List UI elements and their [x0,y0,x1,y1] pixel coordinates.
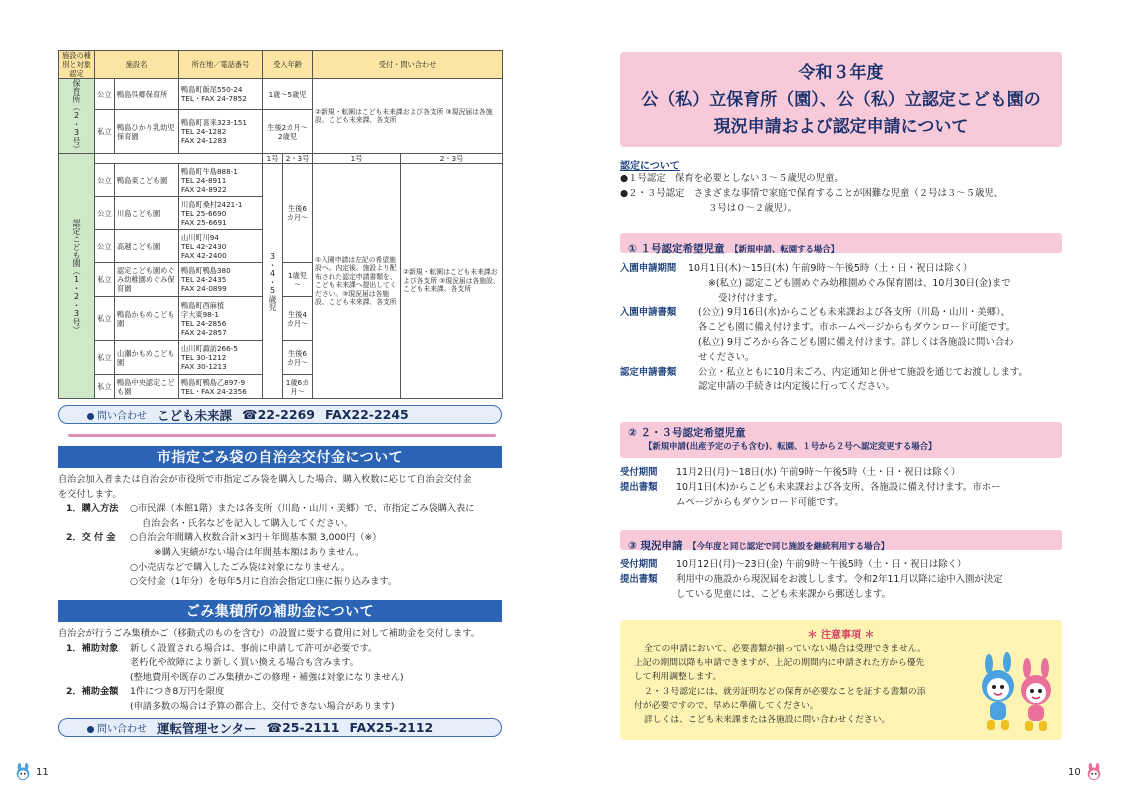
facility-age: 生後2カ月～2歳児 [263,110,313,154]
th-type: 施設の種別と対象認定 [59,51,95,79]
row-type: 私立 [95,297,115,341]
banner-gomibukuro: 市指定ごみ袋の自治会交付金について [58,446,502,468]
contact-dept: こども未来課 [157,407,233,423]
contact-dept: 運転管理センター [157,720,257,736]
contact-label: 問い合わせ [97,724,147,735]
age-23go: 生後4カ月～ [283,297,313,341]
row-type: 公立 [95,164,115,197]
facility-name: 鴨島中央認定こども園 [115,375,179,399]
caution-box [620,620,1062,740]
row-type: 公立 [95,230,115,263]
facility-address: 鴨島町飯尾550-24 TEL・FAX 24-7852 [179,79,263,110]
row-type: 私立 [95,341,115,375]
section-divider [68,434,496,437]
age-23go: 1歳6カ月～ [283,375,313,399]
facility-name: 川島こども園 [115,197,179,230]
facility-address: 鴨島町鴨島380 TEL 24-2435 FAX 24-0899 [179,263,263,297]
section-2-body: 受付期間 11月2日(月)～18日(水) 午前9時～午後5時（土・日・祝日は除く） 提出書類 10月1日(木)からこども未来課および各支所、各施設に備え付けます。市ホー ムページからもダウンロード可能です。 [620,467,1001,508]
title-line-2: 公（私）立保育所（園）、公（私）立認定こども園の [641,90,1041,110]
section-1-bar: ① １号認定希望児童 【新規申請、転園する場合】 [620,233,1062,253]
facility-name: 鴨島東こども園 [115,164,179,197]
contact-note-hoikusho: ②新規・転園はこども未来課および各支所 ③現況届は各施設、こども未来課、各支所 [313,79,503,154]
right-title-box [620,52,1062,147]
row-type: 公立 [95,197,115,230]
contact-bar-kodomo [58,405,502,424]
nintei-23go: ●２・３号認定 さまざまな事情で家庭で保育することが困難な児童（２号は３～５歳児、 [620,187,1004,199]
sub-h-age-23: 2・3号 [283,154,313,164]
section-2-bar: ② ２・３号認定希望児童 【新規申請(出産予定の子も含む)、転園、１号から２号へ認定変更する場合】 [620,422,1062,458]
contact-fax: FAX22-2245 [324,407,409,422]
title-line-3: 現況申請および認定申請について [713,117,969,137]
category-hoikusho: 保育所（2・3号） [59,79,95,154]
sub-h-age-1: 1号 [263,154,283,164]
facility-name: 認定こども園めぐみ幼稚園めぐみ保育園 [115,263,179,297]
age-23go: 生後6カ月～ [283,164,313,263]
shusekisho-text: 自治会が行うごみ集積かご（移動式のものを含む）の設置に要する費用に対して補助金を交付します。 1．補助対象 新しく設置される場合は、事前に申請して許可が必要です。 老朽化や故障により新しく買い換える場合も含みます。 (整地費用や既存のごみ集積かごの修理・補強は対象になりません) 2．補助金額 1件につき8万円を限度 (申請多数の場合は予算の都合上、交付できない場合があります) [58,628,480,712]
row-type: 公立 [95,79,115,110]
sub-h-contact-23: 2・3号 [401,154,503,164]
page-number: 11 [36,766,49,778]
th-age: 受入年齢 [263,51,313,79]
row-type: 私立 [95,110,115,154]
bullet-icon [87,726,94,733]
facility-name: 鴨島呉郷保育所 [115,79,179,110]
age-23go: 1歳児～ [283,263,313,297]
caution-body: 全ての申請において、必要書類が揃っていない場合は受理できません。 上記の期間以降も申請できますが、上記の期間内に申請された方から優先 して利用調整します。 ２・３号認定には、就労証明などの保育が必要なことを証する書類の添 付が必要ですので、早めに準備してください。 詳しくは、こども未来課または各施設に問い合わせください。 [634,644,926,726]
contact-note-1go: ①入園申請は左記の希望施設へ。内定後、施設より配布された認定申請書類を、こども未来課へ提出してください。③現況届は各施設、こども未来課、各支所 [313,164,401,399]
mascot-pair-icon [975,650,1057,736]
section-3-body: 受付期間 10月12日(月)～23日(金) 午前9時～午後5時（土・日・祝日は除く） 提出書類 利用中の施設から現況届をお渡しします。令和2年11月以降に途中入園が決定 している児童には、こども未来課から郵送します。 [620,559,1003,600]
contact-tel: ☎25-2111 [266,720,340,735]
facility-name: 鴨島ひかり乳幼児保育園 [115,110,179,154]
age-23go: 生後6カ月～ [283,341,313,375]
mascot-icon [1085,763,1103,781]
th-addr: 所在地／電話番号 [179,51,263,79]
age-1go: 3・4・5歳児 [263,164,283,399]
contact-bar-unten [58,718,502,737]
facility-name: 山瀬かもめこども園 [115,341,179,375]
facility-address: 川島町桑村2421-1 TEL 25-6690 FAX 25-6691 [179,197,263,230]
th-contact: 受付・問い合わせ [313,51,503,79]
section-3-bar: ③ 現況申請 【今年度と同じ認定で同じ施設を継続利用する場合】 [620,530,1062,550]
facility-address: 鴨島町牛島888-1 TEL 24-8911 FAX 24-8922 [179,164,263,197]
nintei-1go: ●１号認定 保育を必要としない３～５歳児の児童。 [620,173,844,184]
facility-age: 1歳～5歳児 [263,79,313,110]
row-type: 私立 [95,375,115,399]
bullet-icon [87,413,94,420]
nintei-heading: 認定について [620,161,680,172]
contact-note-23go: ②新規・転園はこども未来課および各支所 ③現況届は各施設、こども未来課、各支所 [401,164,503,399]
contact-fax: FAX25-2112 [349,720,434,735]
mascot-icon [14,763,32,781]
category-kodomoen: 認定こども園（1・2・3号） [59,154,95,399]
facility-address: 鴨島町鴨島乙897-9 TEL・FAX 24-2356 [179,375,263,399]
contact-label: 問い合わせ [97,411,147,422]
gomibukuro-text: 自治会加入者または自治会が市役所で市指定ごみ袋を購入した場合、購入枚数に応じて自治会交付金 を交付します。 1．購入方法 ○市民課（本館1階）または各支所（川島・山川・美郷）で、市指定ごみ袋購入表に 自治会名・氏名などを記入して購入してください。 2．交 付 金 ○自治会年間購入枚数合計×3円＋年間基本額 3,000円（※） ※購入実績がない場合は年間基本額はありません。 ○小売店などで購入したごみ袋は対象になりません。 ○交付金（1年分）を毎年5月に自治会指定口座に振り込みます。 [58,474,475,588]
page-number: 10 [1068,766,1081,778]
row-type: 私立 [95,263,115,297]
caution-title: ＊ 注意事項 ＊ [807,630,875,641]
page-number-right [1068,763,1103,781]
page-number-left [14,763,49,781]
section-1-body: 入園申請期間 10月1日(木)～15日(木) 午前9時～午後5時（土・日・祝日は除く） ※(私立) 認定こども園めぐみ幼稚園めぐみ保育園は、10月30日(金)まで 受け付けます。 入園申請書類 (公立) 9月16日(水)からこども未来課および各支所（川島・山川・美郷）、 各こども園に備え付けます。市ホームページからもダウンロード可能です。 (私立) 9月ごろから各こども園に備え付けます。詳しくは各施設に問い合わ せください。 認定申請書類 公立・私立ともに10月末ごろ、内定通知と併せて施設を通じてお渡しします。 認定申請の手続きは内定後に行ってください。 [620,263,1028,393]
facility-address: 鴨島町西麻植 字大東98-1 TEL 24-2856 FAX 24-2857 [179,297,263,341]
banner-shusekisho: ごみ集積所の補助金について [58,600,502,622]
facility-table [58,50,503,399]
nintei-23go-cont: ３号は０～２歳児）。 [708,202,798,214]
title-line-1: 令和３年度 [798,63,884,83]
facility-address: 山川町川94 TEL 42-2430 FAX 42-2400 [179,230,263,263]
facility-name: 鴨島かもめこども園 [115,297,179,341]
facility-name: 高越こども園 [115,230,179,263]
sub-h-contact-1: 1号 [313,154,401,164]
contact-tel: ☎22-2269 [242,407,315,422]
th-name: 施設名 [95,51,179,79]
facility-address: 山川町諏訪266-5 TEL 30-1212 FAX 30-1213 [179,341,263,375]
facility-address: 鴨島町喜来323-151 TEL 24-1282 FAX 24-1283 [179,110,263,154]
